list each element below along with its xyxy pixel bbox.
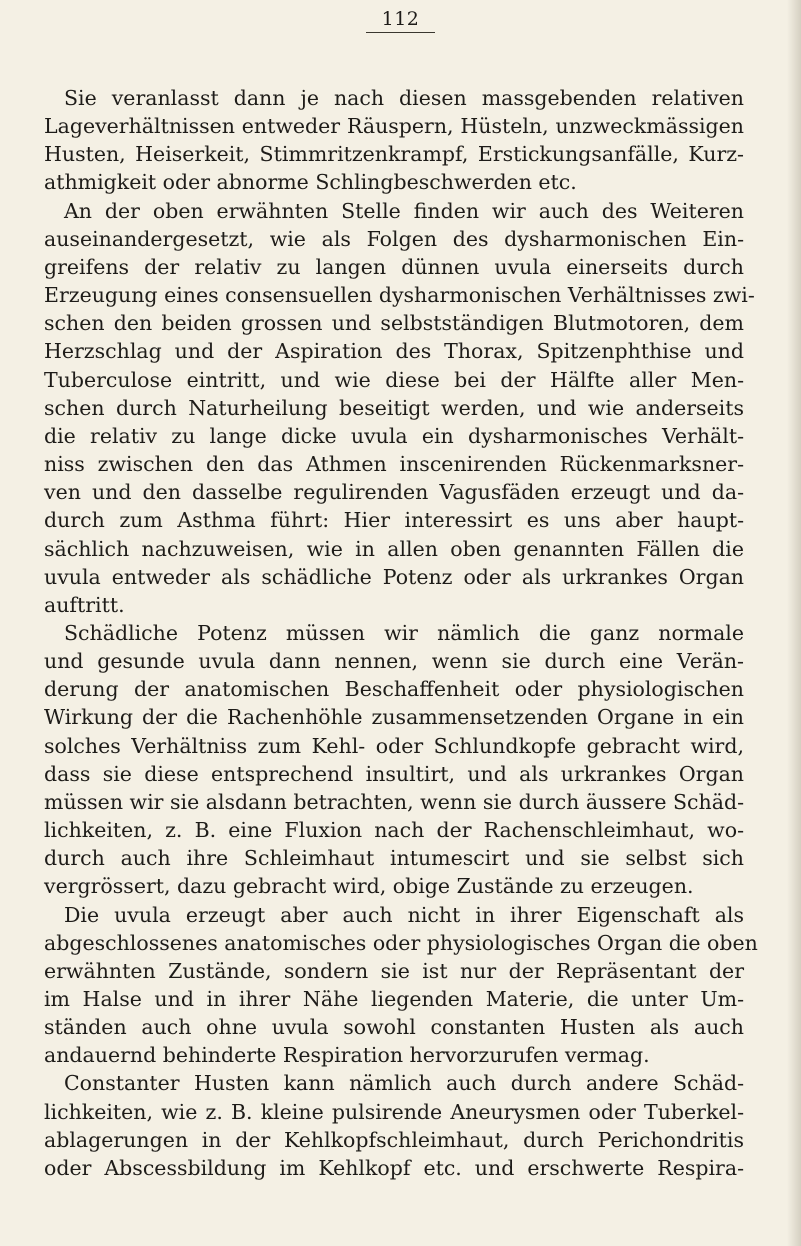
text-line: ven und den dasselbe regulirenden Vagusfäden erzeugt und da- bbox=[44, 480, 744, 505]
text-line: die relativ zu lange dicke uvula ein dysharmonisches Verhält- bbox=[44, 423, 744, 448]
text-line: ständen auch ohne uvula sowohl constanten Husten als auch bbox=[44, 1015, 744, 1040]
text-line: lichkeiten, z. B. eine Fluxion nach der Rachenschleimhaut, wo- bbox=[44, 818, 744, 843]
text-line: durch auch ihre Schleimhaut intumescirt und sie selbst sich bbox=[44, 846, 744, 871]
text-line: Sie veranlasst dann je nach diesen massgebenden relativen bbox=[64, 86, 744, 110]
text-line: derung der anatomischen Beschaffenheit oder physiologischen bbox=[44, 677, 744, 702]
text-line: greifens der relativ zu langen dünnen uvula einerseits durch bbox=[44, 254, 744, 279]
text-line: Erzeugung eines consensuellen dysharmonischen Verhältnisses zwi- bbox=[44, 283, 755, 308]
text-line: vergrössert, dazu gebracht wird, obige Zustände zu erzeugen. bbox=[44, 874, 694, 899]
text-line: durch zum Asthma führt: Hier interessirt es uns aber haupt- bbox=[44, 508, 744, 533]
text-line: ablagerungen in der Kehlkopfschleimhaut, durch Perichondritis bbox=[44, 1127, 744, 1152]
text-line: müssen wir sie alsdann betrachten, wenn sie durch äussere Schäd- bbox=[44, 789, 744, 814]
text-line: Schädliche Potenz müssen wir nämlich die ganz normale bbox=[64, 620, 744, 645]
text-line: An der oben erwähnten Stelle finden wir auch des Weiteren bbox=[64, 198, 744, 223]
text-line: dass sie diese entsprechend insultirt, und als urkrankes Organ bbox=[44, 761, 744, 786]
text-line: Husten, Heiserkeit, Stimmritzenkrampf, Erstickungsanfälle, Kurz- bbox=[44, 142, 744, 167]
text-line: Wirkung der die Rachenhöhle zusammensetzenden Organe in ein bbox=[44, 705, 744, 730]
text-line: Herzschlag und der Aspiration des Thorax, Spitzenphthise und bbox=[44, 339, 744, 364]
text-line: lichkeiten, wie z. B. kleine pulsirende Aneurysmen oder Tuberkel- bbox=[44, 1099, 744, 1124]
text-line: schen durch Naturheilung beseitigt werden, und wie anderseits bbox=[44, 395, 744, 420]
text-line: auseinandergesetzt, wie als Folgen des dysharmonischen Ein- bbox=[44, 226, 744, 251]
page-number: 112 bbox=[366, 8, 436, 33]
text-line: oder Abscessbildung im Kehlkopf etc. und erschwerte Respira- bbox=[44, 1155, 744, 1180]
text-line: und gesunde uvula dann nennen, wenn sie durch eine Verän- bbox=[44, 649, 744, 674]
page-edge-shadow bbox=[787, 0, 801, 1246]
text-line: athmigkeit oder abnorme Schlingbeschwerden etc. bbox=[44, 170, 577, 195]
text-line: uvula entweder als schädliche Potenz oder als urkrankes Organ bbox=[44, 564, 744, 589]
text-line: auftritt. bbox=[44, 592, 125, 617]
text-line: andauernd behinderte Respiration hervorzurufen vermag. bbox=[44, 1043, 650, 1068]
text-line: sächlich nachzuweisen, wie in allen oben genannten Fällen die bbox=[44, 536, 744, 561]
page-number-header bbox=[0, 8, 801, 33]
body-text bbox=[44, 84, 758, 1182]
text-line: Lageverhältnissen entweder Räuspern, Hüsteln, unzweckmässigen bbox=[44, 114, 744, 139]
text-line: erwähnten Zustände, sondern sie ist nur der Repräsentant der bbox=[44, 958, 744, 983]
text-line: Tuberculose eintritt, und wie diese bei der Hälfte aller Men- bbox=[44, 367, 744, 392]
text-line: Constanter Husten kann nämlich auch durch andere Schäd- bbox=[64, 1071, 744, 1096]
text-line: Die uvula erzeugt aber auch nicht in ihrer Eigenschaft als bbox=[64, 902, 744, 927]
text-line: solches Verhältniss zum Kehl- oder Schlundkopfe gebracht wird, bbox=[44, 733, 744, 758]
text-line: schen den beiden grossen und selbstständigen Blutmotoren, dem bbox=[44, 311, 744, 336]
text-line: im Halse und in ihrer Nähe liegenden Materie, die unter Um- bbox=[44, 987, 744, 1011]
text-line: abgeschlossenes anatomisches oder physiologisches Organ die oben bbox=[44, 930, 758, 955]
text-line: niss zwischen den das Athmen inscenirenden Rückenmarksner- bbox=[44, 452, 744, 477]
